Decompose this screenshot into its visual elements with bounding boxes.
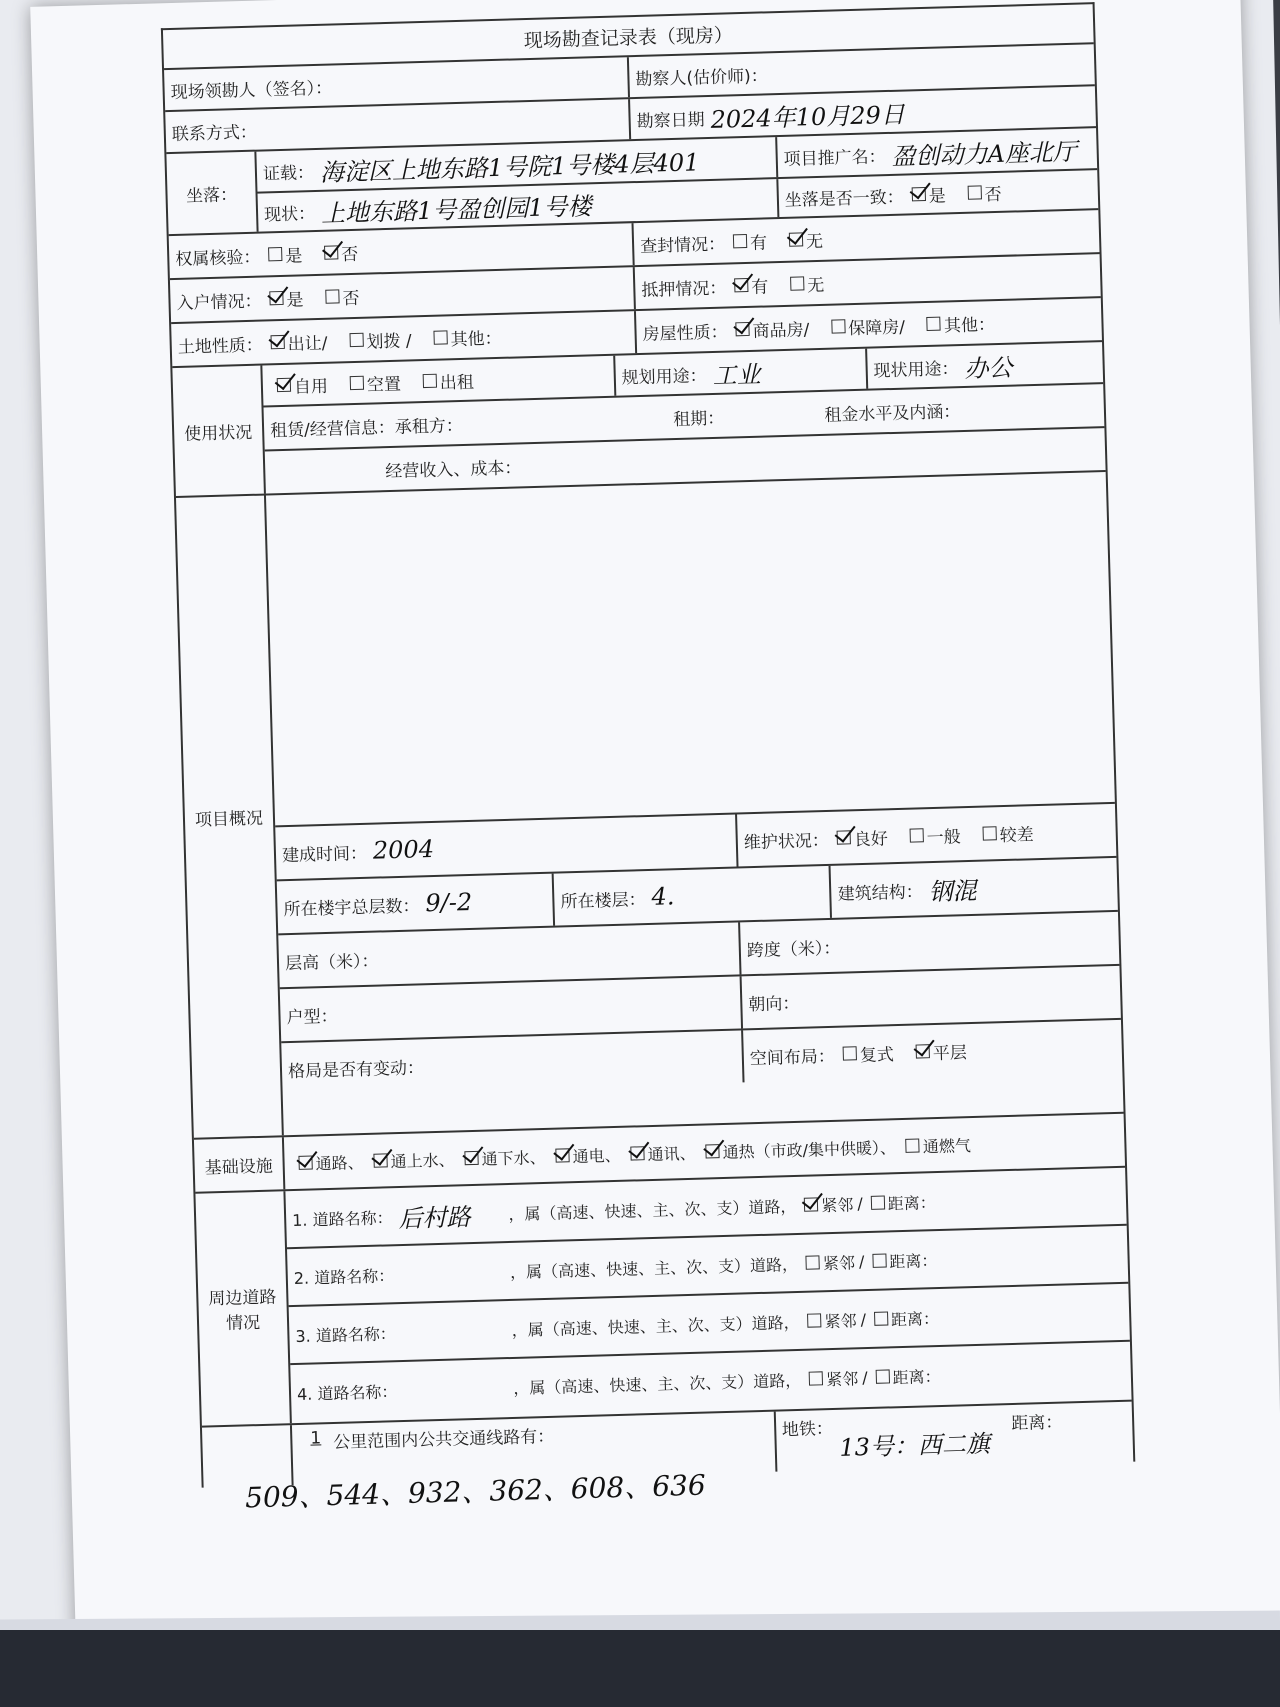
option-label: 通讯、 (647, 1143, 696, 1164)
form-title: 现场勘查记录表（现房） (523, 23, 734, 52)
checkbox-icon (916, 1044, 930, 1058)
checkbox-icon (927, 317, 941, 331)
ownership-no[interactable] (316, 239, 359, 265)
land-transfer[interactable] (262, 328, 327, 355)
maintenance (737, 804, 1116, 867)
actual-value: 上地东路1号盈创园1号楼 (320, 191, 592, 228)
road-adjacent[interactable] (798, 1250, 856, 1275)
usage-rent[interactable] (414, 367, 474, 394)
option-label: 是 (285, 245, 303, 267)
floors-value: 9/-2 (425, 887, 473, 918)
survey-date-label: 勘察日期 (636, 109, 705, 132)
layout-change-label: 格局是否有变动： (281, 1030, 744, 1095)
option-label: 通热（市政/集中供暖）、 (722, 1137, 897, 1162)
checkbox-icon (734, 278, 748, 292)
house-affordable[interactable] (823, 312, 905, 339)
land-allocate[interactable] (341, 326, 412, 353)
checkbox-icon (433, 330, 447, 344)
option-label: 其他： (943, 314, 996, 337)
checkbox-icon (269, 291, 283, 305)
option-label: 通路、 (315, 1152, 364, 1173)
table-surface (0, 1630, 1280, 1707)
option-label: 否 (342, 288, 360, 309)
option-label: 通上水、 (390, 1149, 455, 1171)
checkbox-icon (733, 234, 747, 248)
space-label: 空间布局： (749, 1046, 836, 1069)
road-row: 3. 道路名称： ，属（高速、快速、主、次、支）道路， 紧邻 / 距离： (289, 1284, 1130, 1365)
option-label: 紧邻 (825, 1368, 859, 1389)
infra-power[interactable] (547, 1142, 621, 1167)
road-name: 后村路 (398, 1202, 471, 1233)
total-floors (277, 874, 556, 934)
checkbox-icon (807, 1313, 821, 1327)
usage-vacant[interactable] (342, 369, 402, 396)
current-use-label: 现状用途： (873, 358, 959, 381)
checkbox-icon (464, 1151, 478, 1165)
contact-label: 联系方式： (165, 99, 631, 152)
survey-date-value: 2024年10月29日 (710, 100, 906, 134)
road-prefix: 4. 道路名称： (296, 1381, 398, 1404)
option-label: 有 (749, 232, 768, 254)
space-duplex[interactable] (834, 1040, 894, 1067)
checkbox-icon (837, 830, 851, 844)
promo-name (777, 128, 1097, 177)
option-label: 划拨 / (366, 330, 412, 353)
checkbox-icon (373, 1153, 387, 1167)
consistent-check (778, 170, 1098, 217)
checkbox-icon (325, 289, 339, 303)
maint-good[interactable] (828, 824, 888, 851)
checkbox-icon (875, 1369, 889, 1383)
road-row: 4. 道路名称： ，属（高速、快速、主、次、支）道路， 紧邻 / 距离： (290, 1342, 1131, 1421)
option-label: 距离： (887, 1192, 937, 1213)
option-label: 无 (805, 231, 824, 252)
structure-label: 建筑结构： (837, 881, 923, 905)
surveyor-label: 勘察人(估价师)： (635, 65, 768, 90)
road-distance[interactable] (866, 1306, 940, 1331)
road-distance[interactable] (867, 1364, 941, 1389)
consistent-yes[interactable] (903, 181, 946, 207)
option-label: 是 (928, 185, 946, 207)
road-name (402, 1329, 512, 1332)
option-label: 紧邻 (824, 1310, 857, 1331)
house-other[interactable] (919, 310, 996, 337)
infra-section: 基础设施 (194, 1137, 285, 1191)
roads-section: 周边道路情况 (195, 1191, 291, 1425)
built-value: 2004 (372, 834, 435, 865)
checkbox-icon (277, 378, 291, 392)
location-label: 坐落： (166, 152, 258, 234)
checkbox-icon (789, 232, 803, 246)
usage-self[interactable] (269, 371, 329, 398)
road-distance[interactable] (864, 1248, 938, 1273)
usage-section: 使用状况 (172, 366, 266, 496)
road-suffix: ，属（高速、快速、主、次、支）道路， (509, 1254, 799, 1282)
infra-drainage[interactable] (456, 1144, 546, 1169)
option-label: 商品房/ (752, 319, 810, 342)
option-label: 通下水、 (481, 1147, 546, 1169)
checkbox-icon (843, 1046, 857, 1060)
option-label: 复式 (859, 1044, 895, 1066)
option-label: 距离： (890, 1308, 940, 1329)
option-label: 一般 (926, 826, 962, 848)
entry-label: 入户情况： (176, 291, 262, 314)
road-adjacent[interactable] (799, 1308, 857, 1333)
planned-use-label: 规划用途： (621, 365, 707, 389)
option-label: 否 (984, 184, 1002, 205)
maint-poor[interactable] (974, 820, 1034, 847)
span-label: 跨度（米）： (746, 938, 841, 961)
checkbox-icon (270, 335, 284, 349)
land-other[interactable] (425, 323, 502, 350)
checkbox-icon (423, 374, 437, 388)
checkbox-icon (874, 1311, 888, 1325)
infra-water-supply[interactable] (365, 1147, 455, 1172)
promo-value: 盈创动力A座北厅 (891, 137, 1078, 171)
lease-term-label: 租期： (672, 408, 725, 430)
cert-label: 证载： (262, 162, 315, 184)
option-label: 保障房/ (847, 317, 906, 339)
subway (775, 1402, 1133, 1472)
land-label: 土地性质： (177, 335, 264, 358)
option-label: 否 (341, 244, 359, 265)
checkbox-icon (790, 276, 804, 290)
house-label: 房屋性质： (642, 322, 728, 345)
subway-dist-label: 距离： (1011, 1412, 1063, 1435)
ownership-label: 权属核验： (175, 247, 261, 270)
mortgage-yes[interactable] (726, 272, 769, 298)
unit-type-label: 户型： (280, 976, 743, 1041)
road-suffix: ，属（高速、快速、主、次、支）道路， (508, 1196, 797, 1224)
option-label: 紧邻 (821, 1194, 854, 1215)
bus-radius: 1 (310, 1428, 322, 1449)
road-prefix: 2. 道路名称： (293, 1265, 395, 1288)
floor-label: 所在楼层： (560, 889, 646, 912)
road-name (403, 1387, 513, 1390)
checkbox-icon (831, 319, 845, 333)
option-label: 距离： (892, 1366, 941, 1387)
cert-value: 海淀区上地东路1号院1号楼4层401 (319, 147, 700, 187)
checkbox-icon (911, 187, 925, 201)
entry-no[interactable] (317, 283, 360, 309)
guide-label: 现场领勘人（签名）： (164, 57, 630, 110)
maint-label: 维护状况： (743, 830, 830, 853)
checkbox-icon (910, 828, 924, 842)
subway-label: 地铁： (781, 1419, 834, 1441)
infra-heating[interactable] (697, 1135, 896, 1164)
road-row: 1. 道路名称： 后村路 ，属（高速、快速、主、次、支）道路， 紧邻 / 距离： (285, 1168, 1126, 1249)
house-commercial[interactable] (727, 315, 809, 342)
subway-value: 13号：西二旗 (838, 1429, 991, 1462)
option-label: 平层 (932, 1042, 968, 1064)
current-floor (554, 866, 833, 926)
mortgage-no[interactable] (782, 270, 825, 296)
orientation-label: 朝向： (748, 993, 800, 1015)
maint-average[interactable] (901, 822, 961, 849)
checkbox-icon (982, 826, 996, 840)
lease-label: 租赁/经营信息：承租方： (269, 415, 464, 441)
checkbox-icon (906, 1138, 920, 1152)
consistent-label: 坐落是否一致： (784, 187, 904, 211)
seal-yes[interactable] (725, 228, 768, 254)
checkbox-icon (804, 1197, 818, 1211)
planned-use-value: 工业 (712, 360, 761, 390)
floor-value: 4. (651, 882, 675, 911)
option-label: 有 (751, 276, 769, 298)
option-label: 其他： (450, 328, 502, 350)
built-label: 建成时间： (281, 843, 368, 866)
space-flat[interactable] (907, 1038, 967, 1065)
infra-telecom[interactable] (622, 1140, 696, 1165)
bus-label: 公里范围内公共交通线路有： (333, 1426, 555, 1453)
checkbox-icon (324, 245, 338, 259)
revenue-label: 经营收入、成本： (385, 457, 522, 482)
planned-use (615, 349, 868, 396)
option-label: 紧邻 (822, 1252, 856, 1273)
option-label: 出让/ (287, 333, 328, 355)
option-label: 较差 (999, 824, 1035, 846)
option-label: 良好 (853, 828, 889, 850)
option-label: 距离： (889, 1250, 938, 1271)
checkbox-icon (349, 333, 363, 347)
structure (831, 858, 1118, 918)
road-name (400, 1271, 510, 1274)
checkbox-icon (809, 1371, 823, 1385)
road-prefix: 3. 道路名称： (295, 1323, 397, 1346)
road-distance[interactable] (862, 1190, 936, 1215)
road-suffix: ，属（高速、快速、主、次、支）道路， (513, 1370, 802, 1398)
infra-gas[interactable] (898, 1133, 972, 1158)
ownership-yes[interactable] (260, 241, 303, 267)
survey-sheet (30, 0, 1280, 1656)
actual-label: 现状： (263, 203, 316, 225)
overview-section: 项目概况 (176, 496, 284, 1138)
seal-no[interactable] (781, 226, 824, 252)
infra-road[interactable] (290, 1150, 364, 1175)
option-label: 出租 (439, 372, 475, 394)
checkbox-icon (967, 185, 981, 199)
option-label: 是 (286, 289, 304, 311)
checkbox-icon (705, 1144, 719, 1158)
option-label: 通电、 (572, 1145, 621, 1166)
checkbox-icon (872, 1253, 886, 1267)
usage-options (262, 356, 616, 406)
mortgage-label: 抵押情况： (641, 278, 727, 301)
survey-form (161, 2, 1135, 1488)
checkbox-icon (555, 1148, 569, 1162)
floors-label: 所在楼宇总层数： (283, 895, 420, 920)
checkbox-icon (806, 1255, 820, 1269)
road-row: 2. 道路名称： ，属（高速、快速、主、次、支）道路， 紧邻 / 距离： (287, 1226, 1128, 1307)
promo-label: 项目推广名： (783, 146, 886, 170)
checkbox-icon (735, 322, 749, 336)
option-label: 空置 (366, 374, 402, 396)
floor-height-label: 层高（米）： (278, 922, 741, 987)
road-adjacent[interactable] (801, 1366, 859, 1391)
road-suffix: ，属（高速、快速、主、次、支）道路， (511, 1312, 800, 1340)
checkbox-icon (350, 376, 364, 390)
bus-lines-handwritten: 509、544、932、362、608、636 (244, 1468, 707, 1515)
road-prefix: 1. 道路名称： (291, 1207, 393, 1230)
space-layout (743, 1020, 1122, 1083)
checkbox-icon (871, 1196, 885, 1210)
consistent-no[interactable] (959, 179, 1002, 205)
option-label: 通燃气 (922, 1135, 972, 1156)
checkbox-icon (630, 1146, 644, 1160)
option-label: 无 (807, 275, 825, 296)
option-label: 自用 (293, 376, 329, 398)
road-adjacent[interactable] (796, 1192, 854, 1217)
seal-label: 查封情况： (639, 234, 726, 257)
checkbox-icon (298, 1155, 312, 1169)
current-use-value: 办公 (964, 353, 1013, 383)
checkbox-icon (268, 247, 282, 261)
entry-yes[interactable] (261, 285, 304, 311)
structure-value: 钢混 (928, 876, 978, 906)
overview-notes-area[interactable] (266, 472, 1115, 827)
rent-label: 租金水平及内涵： (824, 401, 961, 426)
current-use (867, 342, 1103, 389)
